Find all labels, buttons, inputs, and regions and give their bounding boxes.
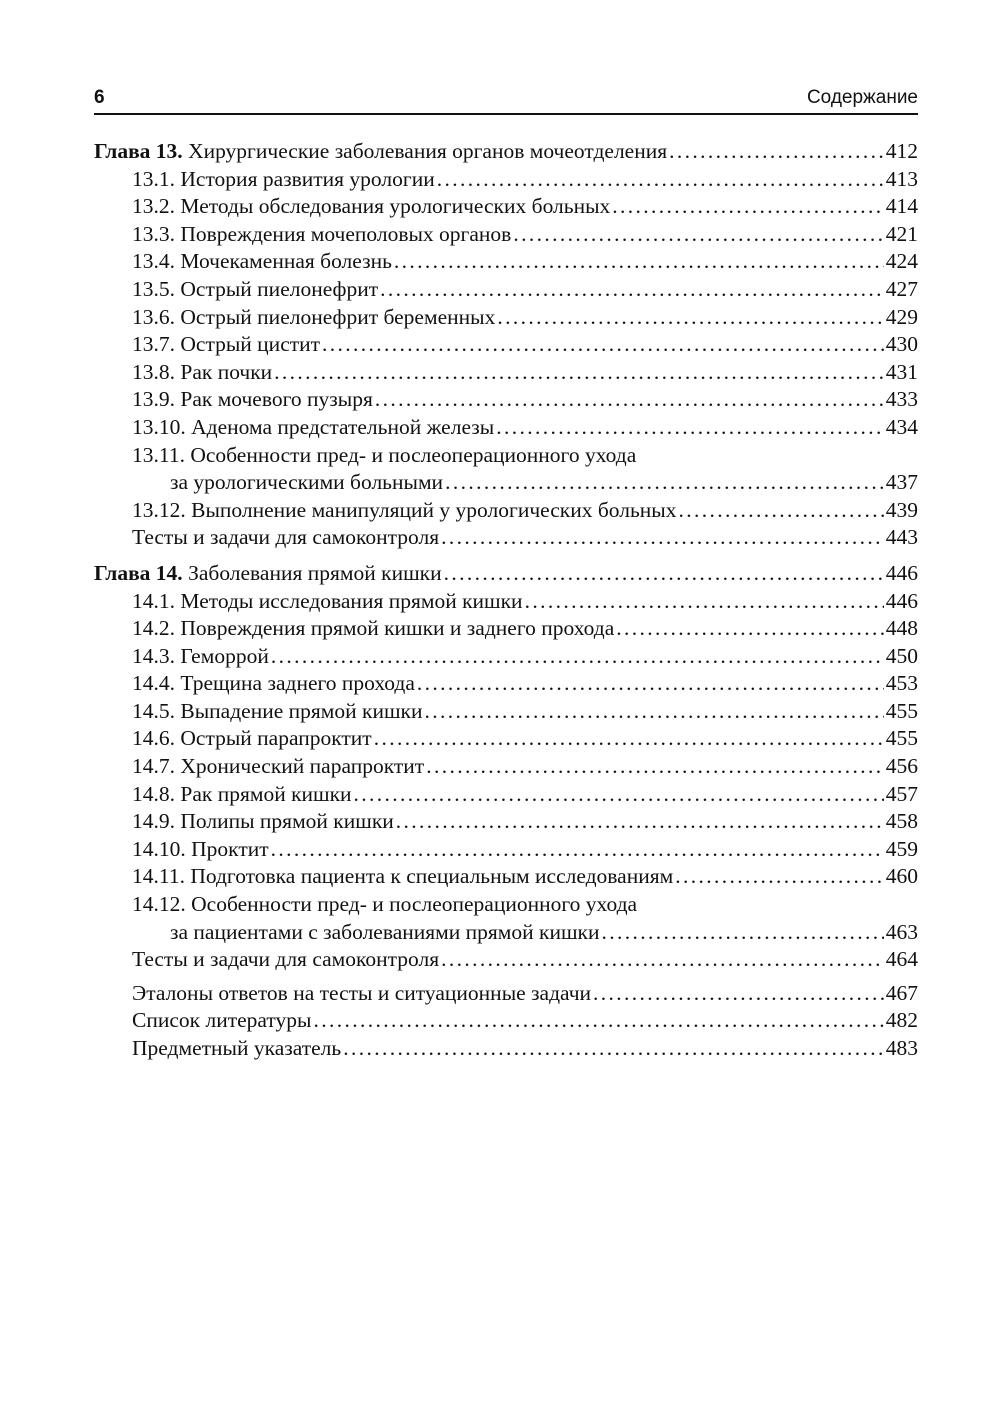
toc-item-label: 13.7. Острый цистит — [132, 332, 321, 357]
toc-item-13-10[interactable] — [94, 414, 918, 442]
toc-item-label: 13.11. Особенности пред- и послеоперационного ухода — [132, 442, 637, 467]
toc-item-13-tests[interactable] — [94, 524, 918, 552]
toc-page-number: 421 — [885, 221, 918, 246]
dot-leader — [313, 1007, 883, 1035]
toc-item-13-11[interactable] — [94, 442, 918, 470]
dot-leader — [271, 643, 884, 671]
chapter-14-title — [94, 560, 442, 588]
toc-item-label: 13.2. Методы обследования урологических больных — [132, 194, 611, 219]
dot-leader — [444, 560, 884, 588]
dot-leader — [513, 221, 883, 249]
page-number: 6 — [94, 87, 105, 108]
toc-item-label: 14.2. Повреждения прямой кишки и заднего прохода — [132, 616, 615, 641]
dot-leader — [322, 331, 884, 359]
running-title: Содержание — [806, 87, 918, 108]
toc-item-13-11-cont[interactable] — [94, 469, 918, 497]
toc-item-label: 13.8. Рак почки — [132, 359, 273, 384]
toc-page-number: 455 — [885, 726, 918, 751]
toc-item-14-11[interactable] — [94, 863, 918, 891]
toc-page-number: 483 — [885, 1036, 918, 1060]
toc-item-label: 14.12. Особенности пред- и послеоперационного ухода — [132, 892, 638, 917]
toc-item-14-6[interactable] — [94, 725, 918, 753]
toc-item-13-3[interactable] — [94, 221, 918, 249]
dot-leader — [601, 919, 883, 947]
dot-leader — [380, 276, 884, 304]
toc-page-number: 414 — [885, 194, 918, 219]
toc-item-14-5[interactable] — [94, 698, 918, 726]
toc-item-label: 14.6. Острый парапроктит — [132, 726, 372, 751]
dot-leader — [417, 670, 884, 698]
dot-leader — [274, 359, 884, 387]
toc-item-label: Предметный указатель — [132, 1036, 342, 1060]
toc-item-label: 13.12. Выполнение манипуляций у урологических больных — [132, 497, 677, 522]
toc-references[interactable] — [94, 1007, 918, 1035]
toc-answers[interactable] — [94, 980, 918, 1008]
toc-item-label: 13.10. Аденома предстательной железы — [132, 414, 495, 439]
toc-page-number: 427 — [885, 276, 918, 301]
toc-page-number: 433 — [885, 387, 918, 412]
toc-item-14-tests[interactable] — [94, 946, 918, 974]
toc-page-number: 429 — [885, 304, 918, 329]
toc-page-number: 467 — [885, 980, 918, 1005]
dot-leader — [496, 414, 884, 442]
dot-leader — [678, 497, 883, 525]
toc-item-13-4[interactable] — [94, 248, 918, 276]
dot-leader — [445, 469, 884, 497]
toc-chapter-13[interactable] — [94, 138, 918, 166]
dot-leader — [426, 753, 884, 781]
toc-item-label: 13.9. Рак мочевого пузыря — [132, 387, 373, 412]
toc-item-label: 13.1. История развития урологии — [132, 166, 435, 191]
toc-item-13-1[interactable] — [94, 166, 918, 194]
toc-item-14-9[interactable] — [94, 808, 918, 836]
toc-item-14-2[interactable] — [94, 615, 918, 643]
toc-chapter-14[interactable] — [94, 560, 918, 588]
toc-subject-index[interactable] — [94, 1035, 918, 1063]
dot-leader — [396, 808, 884, 836]
toc-page-number: 453 — [885, 671, 918, 696]
toc-item-label: 13.5. Острый пиелонефрит — [132, 276, 379, 301]
toc-item-label: 13.3. Повреждения мочеполовых органов — [132, 221, 512, 246]
dot-leader — [437, 166, 884, 194]
toc-page-number: 430 — [885, 332, 918, 357]
toc-item-14-12-cont[interactable] — [94, 919, 918, 947]
toc-page-number: 459 — [885, 836, 918, 861]
toc-item-label: 13.6. Острый пиелонефрит беременных — [132, 304, 496, 329]
toc-page-number: 439 — [885, 497, 918, 522]
toc-page-number: 437 — [885, 470, 918, 495]
toc-item-13-8[interactable] — [94, 359, 918, 387]
toc-page-number: 458 — [885, 809, 918, 834]
toc-item-label: Эталоны ответов на тесты и ситуационные задачи — [132, 980, 592, 1005]
toc-page-number: 448 — [885, 616, 918, 641]
dot-leader — [343, 1035, 884, 1063]
chapter-14-name: Заболевания прямой кишки — [188, 560, 442, 585]
toc-item-13-12[interactable] — [94, 497, 918, 525]
toc-page-number: 450 — [885, 643, 918, 668]
toc-page-number: 424 — [885, 249, 918, 274]
toc-page-number: 460 — [885, 864, 918, 889]
toc-page-number: 434 — [885, 414, 918, 439]
toc-page-number: 455 — [885, 698, 918, 723]
toc-item-14-12[interactable] — [94, 891, 918, 919]
toc-item-label: 13.4. Мочекаменная болезнь — [132, 249, 392, 274]
toc-item-13-9[interactable] — [94, 386, 918, 414]
dot-leader — [441, 946, 884, 974]
toc-page-number: 412 — [885, 139, 918, 163]
toc-item-label: Список литературы — [132, 1008, 312, 1033]
toc-page-number: 463 — [885, 919, 918, 944]
toc-item-label: Тесты и задачи для самоконтроля — [132, 947, 440, 972]
toc-page-number: 446 — [885, 588, 918, 613]
toc-item-label-continued: за урологическими больными — [170, 470, 444, 495]
header-rule — [94, 113, 918, 115]
chapter-13-prefix: Глава 13. — [94, 139, 183, 163]
toc-page-number: 456 — [885, 754, 918, 779]
table-of-contents — [94, 138, 918, 1063]
dot-leader — [525, 588, 884, 616]
dot-leader — [612, 193, 883, 221]
toc-page-number: 431 — [885, 359, 918, 384]
toc-item-label: 14.11. Подготовка пациента к специальным исследованиям — [132, 864, 674, 889]
dot-leader — [424, 698, 883, 726]
dot-leader — [593, 980, 884, 1008]
toc-item-label: 14.5. Выпадение прямой кишки — [132, 698, 423, 723]
toc-item-14-8[interactable] — [94, 781, 918, 809]
toc-item-label: 14.1. Методы исследования прямой кишки — [132, 588, 523, 613]
dot-leader — [675, 863, 884, 891]
dot-leader — [375, 386, 884, 414]
toc-page-number: 446 — [885, 560, 918, 585]
toc-item-14-4[interactable] — [94, 670, 918, 698]
page-header — [94, 86, 918, 112]
chapter-14-prefix: Глава 14. — [94, 560, 183, 585]
toc-item-13-7[interactable] — [94, 331, 918, 359]
toc-item-label-continued: за пациентами с заболеваниями прямой кишки — [170, 919, 600, 944]
toc-item-13-5[interactable] — [94, 276, 918, 304]
toc-item-label: 14.3. Геморрой — [132, 643, 269, 668]
toc-item-14-7[interactable] — [94, 753, 918, 781]
toc-page-number: 464 — [885, 947, 918, 972]
toc-item-14-1[interactable] — [94, 588, 918, 616]
dot-leader — [497, 304, 883, 332]
dot-leader — [354, 781, 884, 809]
toc-page-number: 413 — [885, 166, 918, 191]
toc-item-label: 14.10. Проктит — [132, 836, 269, 861]
toc-item-label: 14.9. Полипы прямой кишки — [132, 809, 394, 834]
toc-item-label: 14.8. Рак прямой кишки — [132, 781, 352, 806]
chapter-13-name: Хирургические заболевания органов мочеотделения — [188, 139, 668, 163]
toc-page-number: 443 — [885, 525, 918, 550]
toc-item-label: 14.7. Хронический парапроктит — [132, 754, 425, 779]
dot-leader — [616, 615, 884, 643]
toc-item-label: Тесты и задачи для самоконтроля — [132, 525, 440, 550]
dot-leader — [374, 725, 884, 753]
toc-page-number: 457 — [885, 781, 918, 806]
toc-item-13-2[interactable] — [94, 193, 918, 221]
dot-leader — [669, 138, 884, 166]
dot-leader — [394, 248, 884, 276]
toc-item-label: 14.4. Трещина заднего прохода — [132, 671, 415, 696]
dot-leader — [441, 524, 884, 552]
dot-leader — [271, 836, 884, 864]
chapter-13-title — [94, 138, 667, 166]
toc-page-number: 482 — [885, 1008, 918, 1033]
toc-item-13-6[interactable] — [94, 304, 918, 332]
toc-item-14-3[interactable] — [94, 643, 918, 671]
toc-item-14-10[interactable] — [94, 836, 918, 864]
